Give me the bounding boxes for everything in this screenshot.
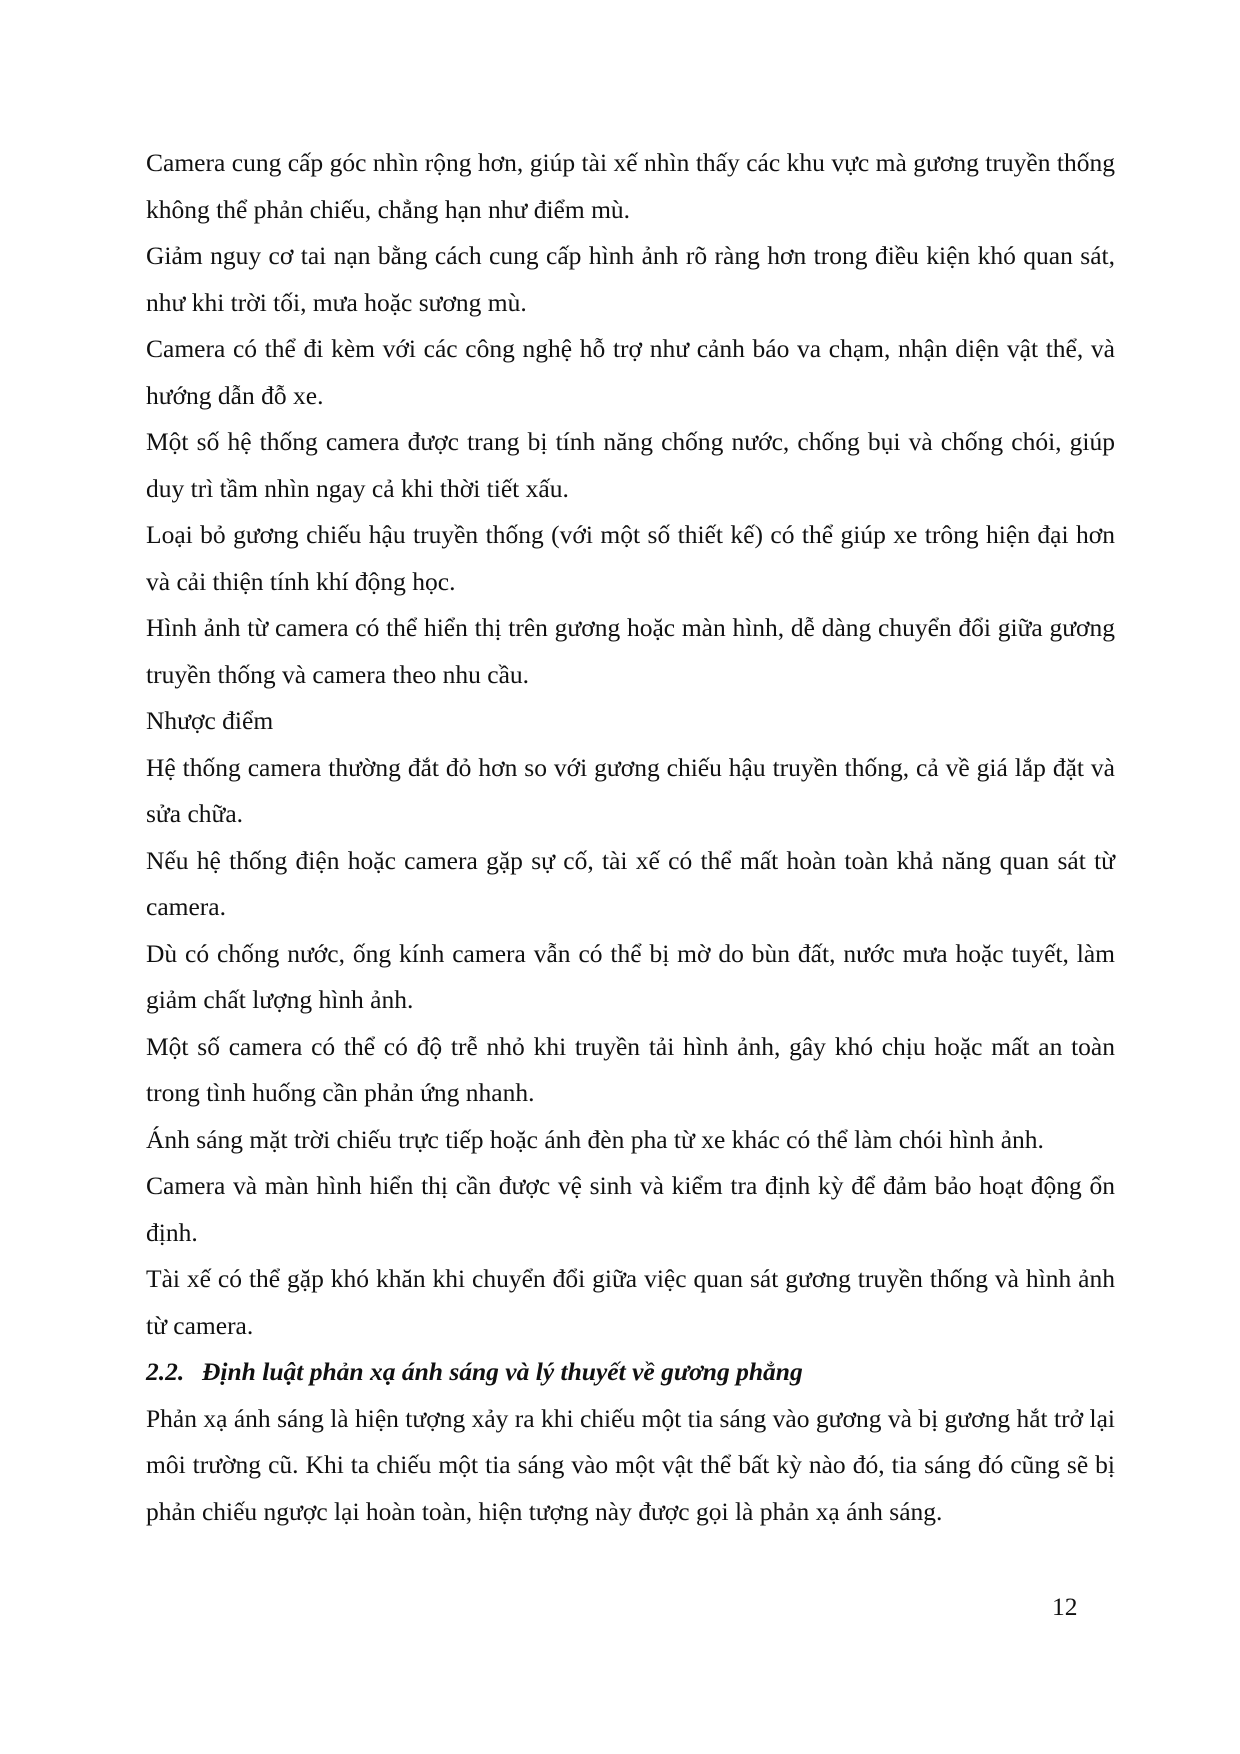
paragraph-assist-technologies: Camera có thể đi kèm với các công nghệ hỗ trợ như cảnh báo va chạm, nhận diện vật thể, và hướng dẫn đỗ xe. [146, 334, 1115, 410]
paragraph-display-switching: Hình ảnh từ camera có thể hiển thị trên gương hoặc màn hình, dễ dàng chuyển đổi giữa gương truyền thống và camera theo nhu cầu. [146, 613, 1115, 689]
section-number: 2.2. [146, 1357, 185, 1386]
paragraph-reflection-definition: Phản xạ ánh sáng là hiện tượng xảy ra khi chiếu một tia sáng vào gương và bị gương hắt trở lại môi trường cũ. Khi ta chiếu một tia sáng vào một vật thể bất kỳ nào đó, tia sáng đó cũng sẽ bị phản chiếu ngược lại hoàn toàn, hiện tượng này được gọi là phản xạ ánh sáng. [146, 1403, 1115, 1526]
paragraph-latency: Một số camera có thể có độ trễ nhỏ khi truyền tải hình ảnh, gây khó chịu hoặc mất an toàn trong tình huống cần phản ứng nhanh. [146, 1031, 1115, 1107]
page-number: 12 [1052, 1592, 1078, 1621]
paragraph-weather-resistance: Một số hệ thống camera được trang bị tính năng chống nước, chống bụi và chống chói, giúp duy trì tầm nhìn ngay cả khi thời tiết xấu. [146, 427, 1115, 503]
paragraph-cost: Hệ thống camera thường đắt đỏ hơn so với gương chiếu hậu truyền thống, cả về giá lắp đặt và sửa chữa. [146, 752, 1115, 828]
paragraph-maintenance: Camera và màn hình hiển thị cần được vệ sinh và kiểm tra định kỳ để đảm bảo hoạt động ổn định. [146, 1171, 1115, 1247]
paragraph-wider-view: Camera cung cấp góc nhìn rộng hơn, giúp tài xế nhìn thấy các khu vực mà gương truyền thống không thể phản chiếu, chẳng hạn như điểm mù. [146, 148, 1115, 224]
page-body [146, 140, 1115, 1535]
paragraph-glare: Ánh sáng mặt trời chiếu trực tiếp hoặc ánh đèn pha từ xe khác có thể làm chói hình ảnh. [146, 1124, 1044, 1154]
paragraph-disadvantages-label: Nhược điểm [146, 706, 274, 735]
section-heading [146, 1349, 1115, 1396]
paragraph-lens-dirt: Dù có chống nước, ống kính camera vẫn có thể bị mờ do bùn đất, nước mưa hoặc tuyết, làm giảm chất lượng hình ảnh. [146, 938, 1115, 1014]
paragraph-adaptation: Tài xế có thể gặp khó khăn khi chuyển đổi giữa việc quan sát gương truyền thống và hình ảnh từ camera. [146, 1264, 1115, 1340]
section-title: Định luật phản xạ ánh sáng và lý thuyết về gương phẳng [202, 1357, 803, 1386]
paragraph-reduce-accidents: Giảm nguy cơ tai nạn bằng cách cung cấp hình ảnh rõ ràng hơn trong điều kiện khó quan sát, như khi trời tối, mưa hoặc sương mù. [146, 241, 1115, 317]
paragraph-aerodynamics: Loại bỏ gương chiếu hậu truyền thống (với một số thiết kế) có thể giúp xe trông hiện đại hơn và cải thiện tính khí động học. [146, 520, 1115, 596]
paragraph-electrical-failure: Nếu hệ thống điện hoặc camera gặp sự cố, tài xế có thể mất hoàn toàn khả năng quan sát từ camera. [146, 845, 1115, 921]
